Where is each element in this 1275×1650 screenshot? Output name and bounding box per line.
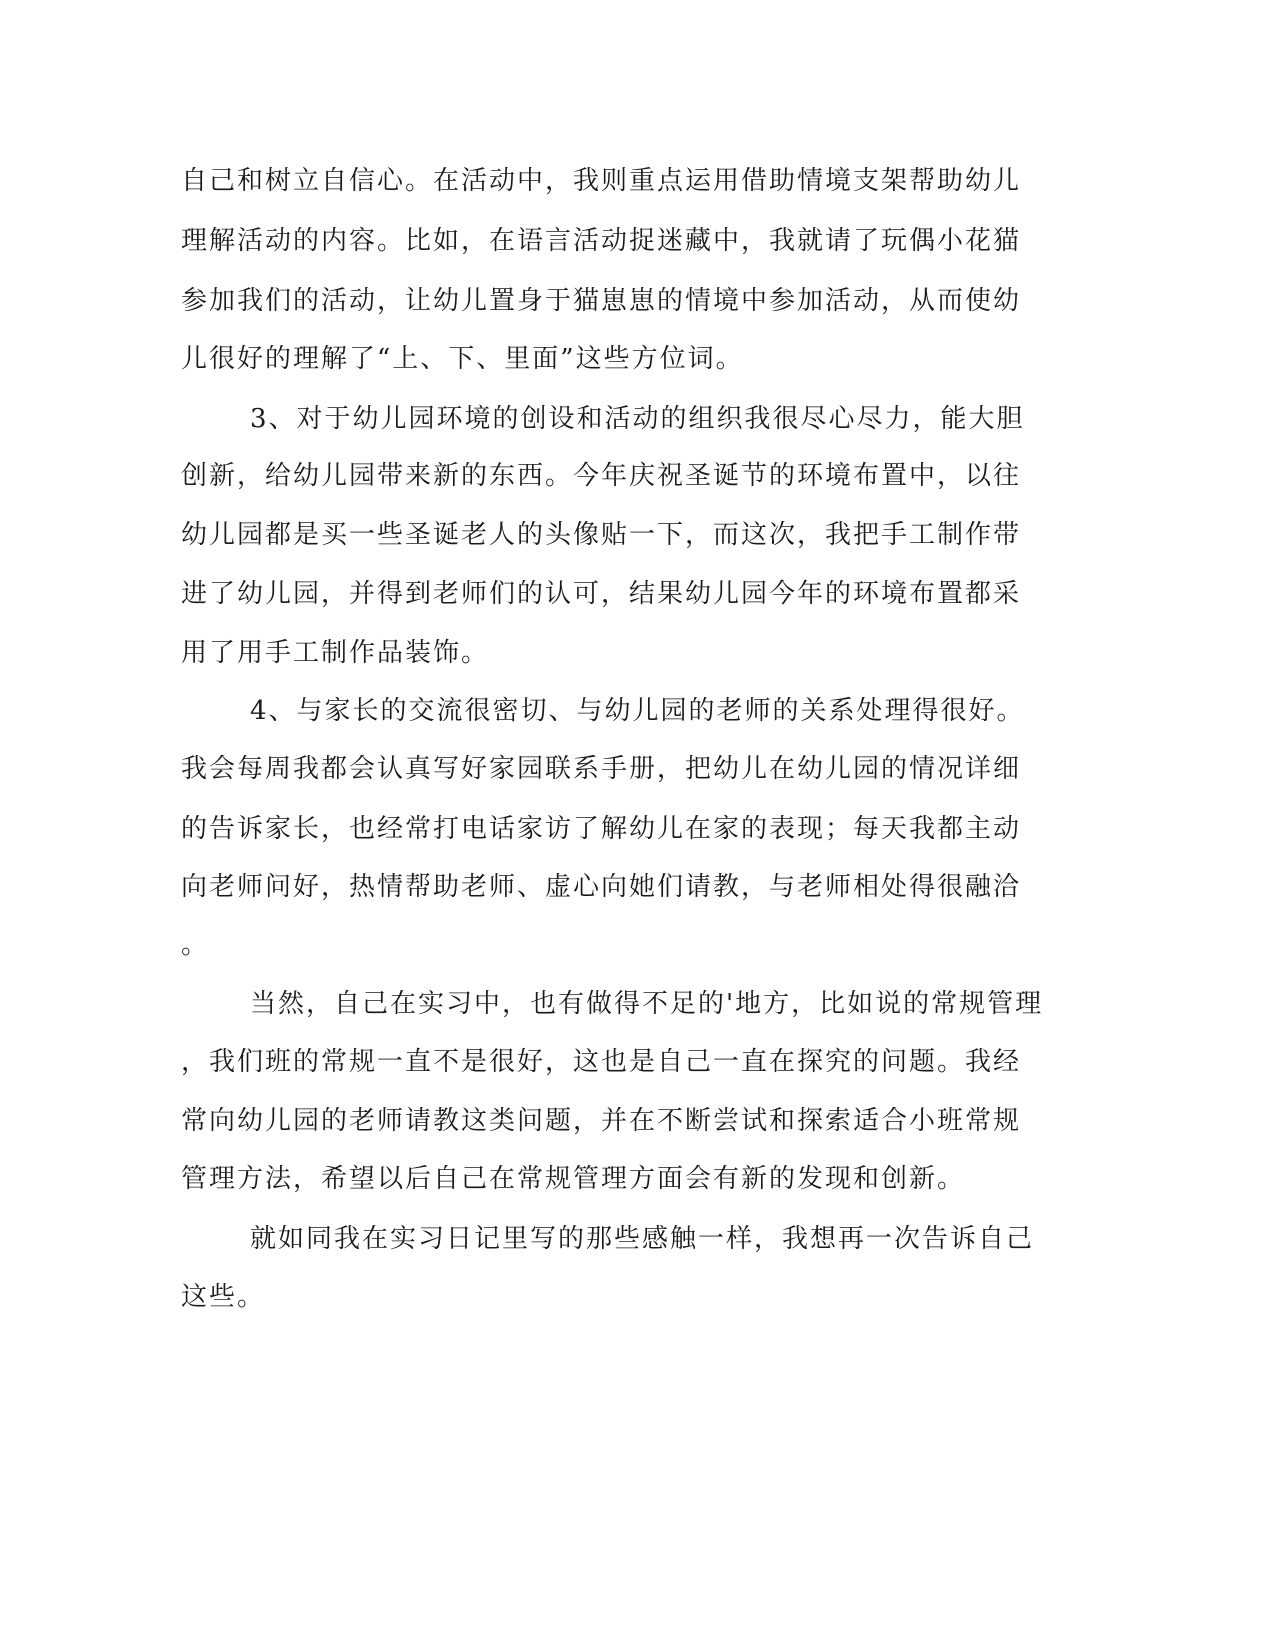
body-text-line: ，我们班的常规一直不是很好，这也是自己一直在探究的问题。我经: [181, 1047, 1022, 1077]
body-text-line: 进了幼儿园，并得到老师们的认可，结果幼儿园今年的环境布置都采: [181, 579, 1022, 609]
body-text-line: 3、对于幼儿园环境的创设和活动的组织我很尽心尽力，能大胆: [250, 404, 1025, 434]
body-text-line: 就如同我在实习日记里写的那些感触一样，我想再一次告诉自己: [250, 1224, 1035, 1254]
body-text-line: 的告诉家长，也经常打电话家访了解幼儿在家的表现；每天我都主动: [181, 814, 1022, 844]
body-text-line: 常向幼儿园的老师请教这类问题，并在不断尝试和探索适合小班常规: [181, 1106, 1022, 1136]
body-text-line: 。: [181, 930, 210, 960]
body-text-line: 管理方法，希望以后自己在常规管理方面会有新的发现和创新。: [181, 1164, 966, 1194]
body-text-line: 用了用手工制作品装饰。: [181, 638, 490, 668]
body-text-line: 幼儿园都是买一些圣诞老人的头像贴一下，而这次，我把手工制作带: [181, 520, 1022, 550]
body-text-line: 自己和树立自信心。在活动中，我则重点运用借助情境支架帮助幼儿: [181, 166, 1022, 196]
body-text-line: 参加我们的活动，让幼儿置身于猫崽崽的情境中参加活动，从而使幼: [181, 286, 1022, 316]
body-text-line: 儿很好的理解了“上、下、里面”这些方位词。: [181, 344, 744, 374]
body-text-line: 我会每周我都会认真写好家园联系手册，把幼儿在幼儿园的情况详细: [181, 754, 1022, 784]
body-text-line: 4、与家长的交流很密切、与幼儿园的老师的关系处理得很好。: [250, 696, 1025, 726]
body-text-line: 创新，给幼儿园带来新的东西。今年庆祝圣诞节的环境布置中，以往: [181, 461, 1022, 491]
body-text-line: 这些。: [181, 1282, 266, 1312]
body-text-line: 向老师问好，热情帮助老师、虚心向她们请教，与老师相处得很融洽: [181, 872, 1022, 902]
body-text-line: 当然，自己在实习中，也有做得不足的'地方，比如说的常规管理: [250, 989, 1044, 1019]
body-text-line: 理解活动的内容。比如，在语言活动捉迷藏中，我就请了玩偶小花猫: [181, 226, 1022, 256]
